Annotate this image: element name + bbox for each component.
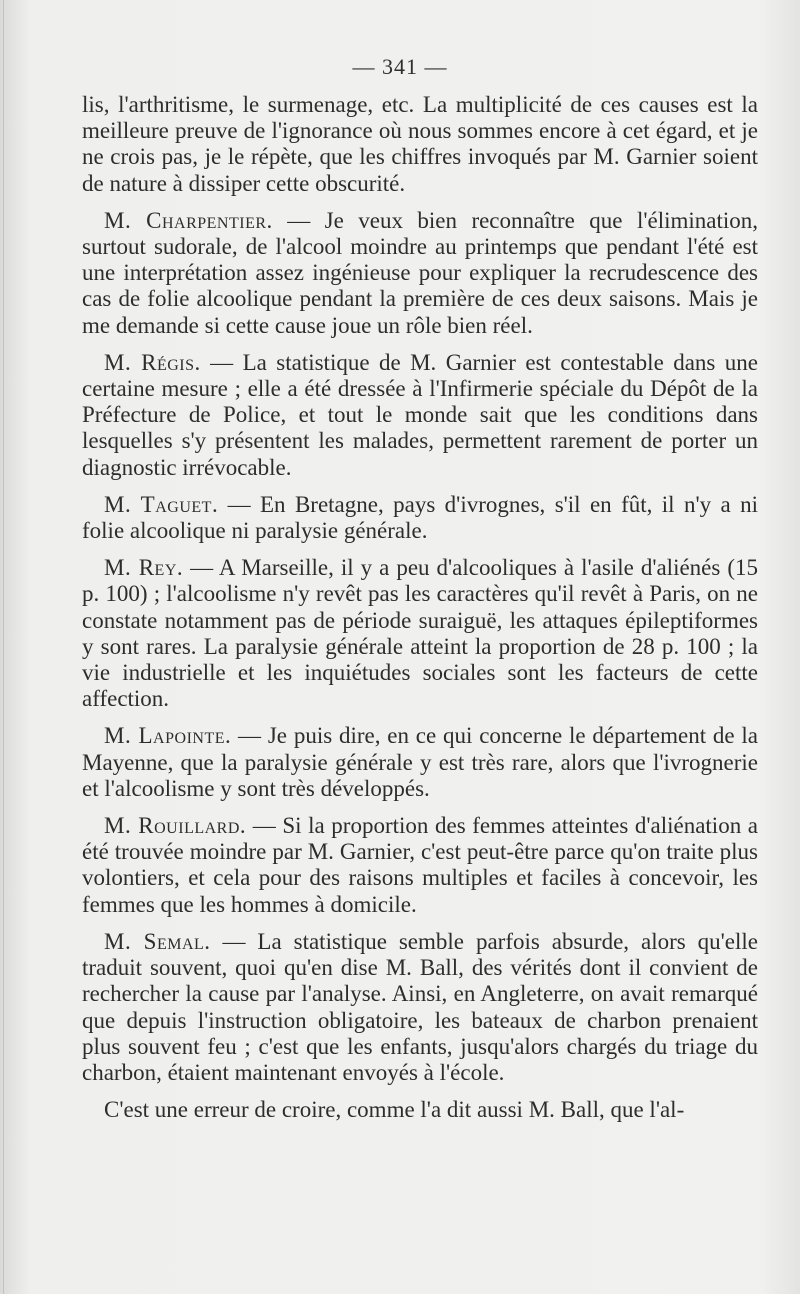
paragraph-text: — Je puis dire, en ce qui concerne le département de la Mayenne, que la paralysie générale y est très rare, alors que l'ivrognerie et l'alcoolisme y sont très développés. (82, 723, 758, 801)
speaker-name: M. Charpentier. (104, 207, 273, 233)
paragraph-text: — Je veux bien reconnaître que l'élimination, surtout sudorale, de l'alcool moindre au printemps que pendant l'été est une interprétation assez ingénieuse pour expliquer la recrudescence des cas de folie alcoolique pendant la première de ces deux saisons. Mais je me demande si cette cause joue un rôle bien réel. (82, 207, 758, 338)
paragraph-regis (82, 350, 758, 481)
paragraph-rouillard (82, 813, 758, 918)
paragraph-text: — A Marseille, il y a peu d'alcooliques à l'asile d'aliénés (15 p. 100) ; l'alcoolisme n'y revêt pas les caractères qu'il revêt à Paris, on ne constate notamment pas de période suraiguë, les attaques épileptiformes y sont rares. La paralysie générale atteint la proportion de 28 p. 100 ; la vie industrielle et les inquiétudes sociales sont les facteurs de cette affection. (82, 555, 758, 712)
paragraph-continuation (82, 92, 758, 197)
paragraph-lapointe (82, 723, 758, 802)
speaker-name: M. Régis. (104, 349, 201, 375)
speaker-name: M. Taguet. (104, 491, 219, 517)
paragraph-text: C'est une erreur de croire, comme l'a dit aussi M. Ball, que l'al- (104, 1097, 685, 1123)
paragraph-semal (82, 929, 758, 1086)
paragraph-text: — La statistique semble parfois absurde, alors qu'elle traduit souvent, quoi qu'en dise M. Ball, des vérités dont il convient de rechercher la cause par l'analyse. Ainsi, en Angleterre, on avait remarqué que depuis l'instruction obligatoire, les bateaux de charbon prenaient plus souvent feu ; c'est que les enfants, jusqu'alors chargés du triage du charbon, étaient maintenant envoyés à l'école. (82, 928, 758, 1085)
speaker-name: M. Semal. (104, 928, 211, 954)
speaker-name: M. Lapointe. (104, 723, 232, 749)
paragraph-text: — La statistique de M. Garnier est contestable dans une certaine mesure ; elle a été dressée à l'Infirmerie spéciale du Dépôt de la Préfecture de Police, et tout le monde sait que les conditions dans lesquelles s'y présentent les malades, permettent rarement de porter un diagnostic irrévocable. (82, 349, 758, 480)
page-number: — 341 — (352, 54, 448, 79)
paragraph-text: lis, l'arthritisme, le surmenage, etc. La multiplicité de ces causes est la meilleure preuve de l'ignorance où nous sommes encore à cet égard, et je ne crois pas, je le répète, que les chiffres invoqués par M. Garnier soient de nature à dissiper cette obscurité. (82, 92, 758, 196)
paragraph-text: — Si la proportion des femmes atteintes d'aliénation a été trouvée moindre par M. Garnier, c'est peut-être parce qu'on traite plus volontiers, et cela pour des raisons multiples et faciles à concevoir, les femmes que les hommes à domicile. (82, 813, 758, 917)
speaker-name: M. Rouillard. (104, 813, 247, 839)
page-body (82, 92, 758, 1134)
paragraph-text: — En Bretagne, pays d'ivrognes, s'il en fût, il n'y a ni folie alcoolique ni paralysie générale. (82, 491, 759, 544)
paragraph-charpentier (82, 208, 758, 339)
paragraph-rey (82, 555, 758, 712)
speaker-name: M. Rey. (104, 555, 184, 581)
paragraph-taguet (82, 492, 758, 544)
page-gutter-line (3, 0, 4, 1294)
paragraph-final (82, 1097, 758, 1123)
